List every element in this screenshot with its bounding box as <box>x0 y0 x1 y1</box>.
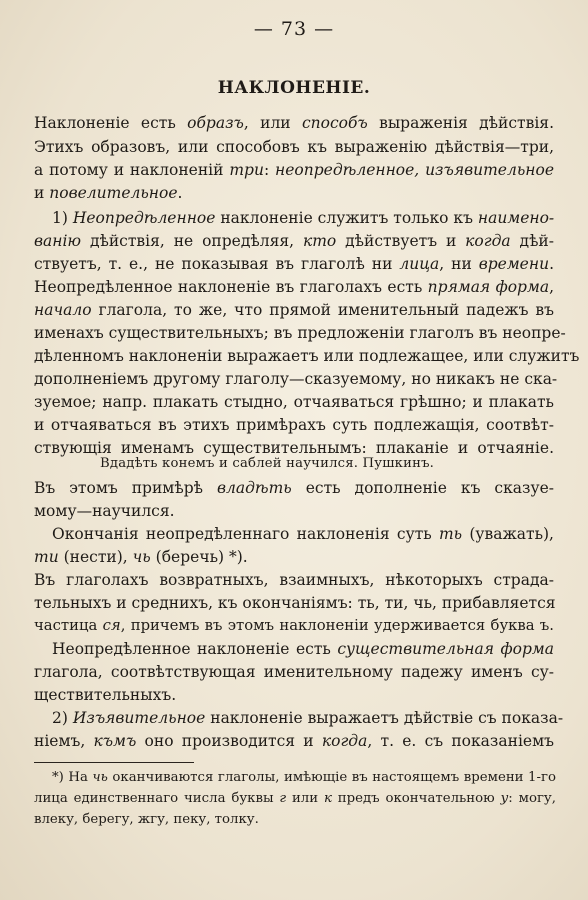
text-line: тельныхъ и среднихъ, къ окончаніямъ: ть, ти, чь, прибавляется <box>34 594 556 612</box>
text-line: Въ глаголахъ возвратныхъ, взаимныхъ, нѣкоторыхъ страда- <box>34 571 554 589</box>
emphasis: ся <box>102 617 121 634</box>
text-line: ванію дѣйствія, не опредѣляя, кто дѣйствуетъ и когда дѣй- <box>34 232 554 250</box>
text-line: Неопредѣленное наклоненіе въ глаголахъ есть прямая форма, <box>34 278 554 296</box>
emphasis: к <box>323 791 332 806</box>
text-line: мому—научился. <box>34 502 175 520</box>
emphasis: ванію <box>34 232 82 250</box>
text-line: Окончанія неопредѣленнаго наклоненія суть ть (уважать), <box>52 525 554 543</box>
emphasis: когда <box>321 732 368 750</box>
text-line: ствуетъ, т. е., не показывая въ глаголѣ ни лица, ни времени. <box>34 255 554 273</box>
emphasis: чь <box>92 770 108 785</box>
text-line: 2) Изъявительное наклоненіе выражаетъ дѣйствіе съ показа- <box>52 709 564 727</box>
emphasis: чь <box>132 548 151 566</box>
emphasis: когда <box>465 232 511 250</box>
text-line: ствующія именамъ существительнымъ: плаканіе и отчаяніе. <box>34 439 554 457</box>
emphasis: г <box>279 791 287 806</box>
text-line: Наклоненіе есть образъ, или способъ выраженія дѣйствія. <box>34 114 555 132</box>
emphasis: владѣть <box>216 479 292 497</box>
text-line: и повелительное. <box>34 184 183 202</box>
emphasis: Неопредѣленное <box>72 209 216 227</box>
text-line: частица ся, причемъ въ этомъ наклоненіи удерживается буква ъ. <box>34 617 554 634</box>
text-line: а потому и наклоненій три: неопредѣленное, изъявительное <box>34 161 555 179</box>
emphasis: способъ <box>301 114 368 132</box>
text-line: Въ этомъ примѣрѣ владѣть есть дополненіе къ сказуе- <box>34 479 554 497</box>
text-line: глагола, соотвѣтствующая именительному падежу именъ су- <box>34 663 554 681</box>
quotation: Вдадѣть конемъ и саблей научился. Пушкинъ. <box>100 456 435 471</box>
emphasis: прямая форма <box>427 278 550 296</box>
emphasis: времени <box>478 255 550 273</box>
emphasis: начало <box>34 301 92 319</box>
text-line: ществительныхъ. <box>34 686 177 704</box>
footnote-divider <box>34 762 194 763</box>
emphasis: къмъ <box>93 732 137 750</box>
emphasis: у <box>500 791 509 806</box>
emphasis: Изъявительное <box>72 709 206 727</box>
text-line: дѣленномъ наклоненіи выражаетъ или подлежащее, или служитъ <box>34 347 580 365</box>
footnote-line: *) На чь оканчиваются глаголы, имѣющіе въ настоящемъ времени 1-го <box>52 770 556 785</box>
emphasis: образъ <box>187 114 244 132</box>
footnote-line: лица единственнаго числа буквы г или к предъ окончательною у: могу, <box>34 791 556 806</box>
text-line: 1) Неопредѣленное наклоненіе служитъ только къ наимено- <box>52 209 555 227</box>
text-line: ти (нести), чь (беречь) *). <box>34 548 248 566</box>
footnote-line: влеку, берегу, жгу, пеку, толку. <box>34 812 259 827</box>
emphasis: ть <box>438 525 463 543</box>
text-line: зуемое; напр. плакать стыдно, отчаяваться грѣшно; и плакать <box>34 393 554 411</box>
emphasis: лица <box>399 255 440 273</box>
emphasis: наимено- <box>477 209 555 227</box>
text-line: Этихъ образовъ, или способовъ къ выраженію дѣйствія—три, <box>34 138 554 156</box>
text-line: именахъ существительныхъ; въ предложеніи глаголъ въ неопре- <box>34 324 566 342</box>
text-line: ніемъ, къмъ оно производится и когда, т. е. съ показаніемъ <box>34 732 554 750</box>
text-line: дополненіемъ другому глаголу—сказуемому, но никакъ не ска- <box>34 370 558 388</box>
text-line: Неопредѣленное наклоненіе есть существительная форма <box>52 640 554 658</box>
emphasis: три <box>229 161 264 179</box>
section-heading: НАКЛОНЕНІЕ. <box>217 78 371 98</box>
emphasis: повелительное <box>49 184 178 202</box>
page-number: — 73 — <box>253 18 335 40</box>
text-line: и отчаяваться въ этихъ примѣрахъ суть подлежащія, соотвѣт- <box>34 416 554 434</box>
emphasis: неопредѣленное, изъявительное <box>275 161 555 179</box>
text-line: начало глагола, то же, что прямой именительный падежъ въ <box>34 301 554 319</box>
emphasis: кто <box>302 232 337 250</box>
emphasis: ти <box>34 548 59 566</box>
emphasis: существительная форма <box>337 640 554 658</box>
